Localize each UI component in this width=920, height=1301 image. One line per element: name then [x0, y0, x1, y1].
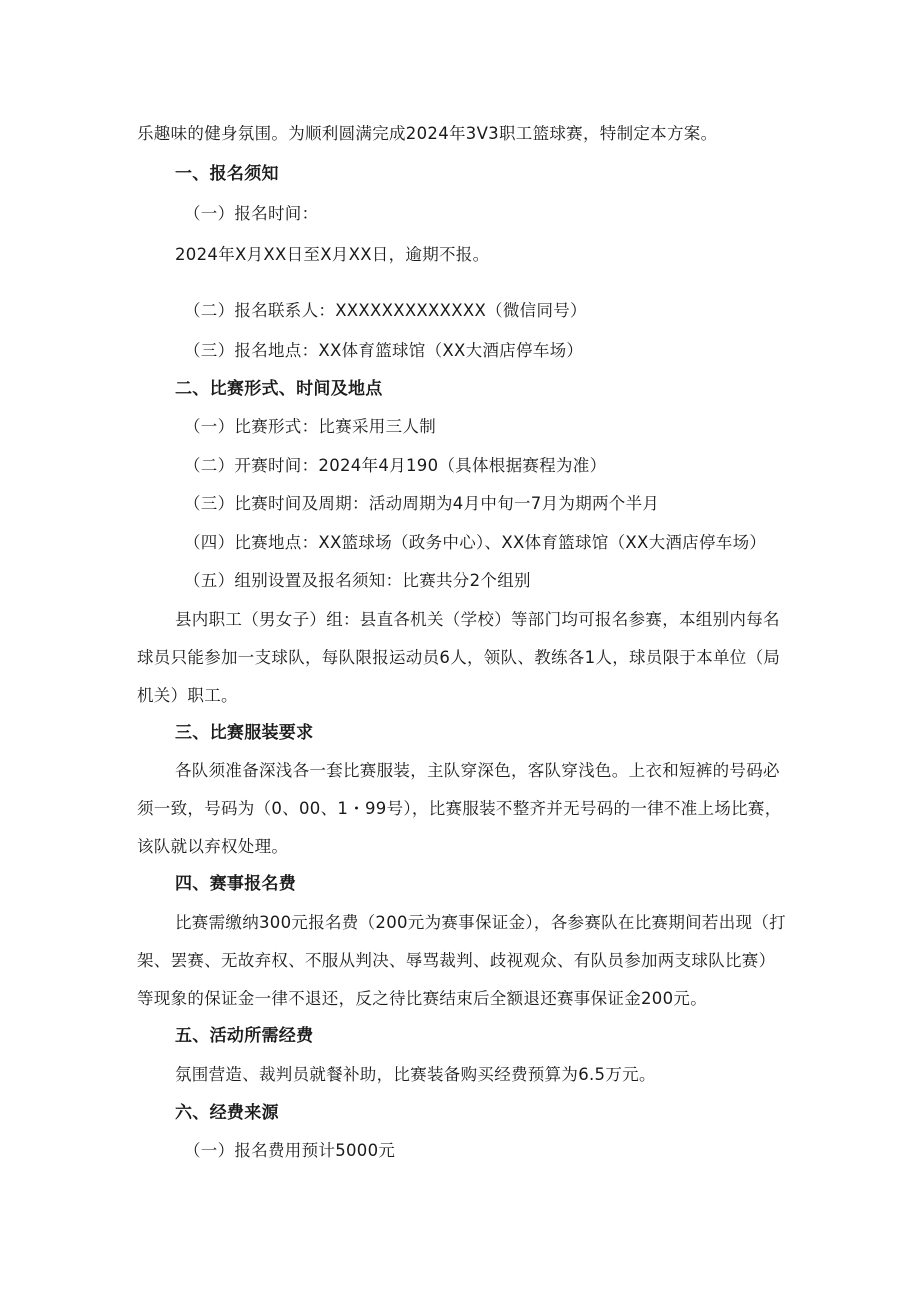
- budget-line: 氛围营造、裁判员就餐补助，比赛装备购买经费预算为6.5万元。: [175, 1065, 656, 1084]
- group-paragraph-line-2: 球员只能参加一支球队，每队限报运动员6人，领队、教练各1人，球员限于本单位（局: [137, 648, 781, 667]
- uniform-line-3: 该队就以弃权处理。: [137, 837, 289, 856]
- uniform-line-1: 各队须准备深浅各一套比赛服装，主队穿深色，客队穿浅色。上衣和短裤的号码必: [175, 761, 780, 780]
- registration-location: （三）报名地点：XX体育篮球馆（XX大酒店停车场）: [184, 341, 584, 360]
- group-paragraph-line-1: 县内职工（男女子）组：县直各机关（学校）等部门均可报名参赛，本组别内每名: [175, 610, 780, 629]
- funding-line-1: （一）报名费用预计5000元: [184, 1141, 396, 1160]
- format-line-3: （三）比赛时间及周期：活动周期为4月中旬一7月为期两个半月: [184, 494, 660, 513]
- registration-time-label: （一）报名时间：: [184, 204, 319, 223]
- format-line-1: （一）比赛形式：比赛采用三人制: [184, 417, 436, 436]
- section-heading-uniform: 三、比赛服装要求: [175, 723, 314, 743]
- section-heading-registration: 一、报名须知: [175, 164, 279, 184]
- section-heading-budget: 五、活动所需经费: [175, 1026, 314, 1046]
- fee-line-1: 比赛需缴纳300元报名费（200元为赛事保证金），各参赛队在比赛期间若出现（打: [175, 913, 786, 932]
- intro-continuation: 乐趣味的健身氛围。为顺利圆满完成2024年3V3职工篮球赛，特制定本方案。: [137, 124, 718, 143]
- fee-line-3: 等现象的保证金一律不退还，反之待比赛结束后全额退还赛事保证金200元。: [137, 989, 707, 1008]
- fee-line-2: 架、罢赛、无故弃权、不服从判决、辱骂裁判、歧视观众、有队员参加两支球队比赛）: [137, 951, 776, 970]
- format-line-5: （五）组别设置及报名须知：比赛共分2个组别: [184, 571, 531, 590]
- section-heading-format: 二、比赛形式、时间及地点: [175, 379, 383, 399]
- section-heading-funding: 六、经费来源: [175, 1103, 279, 1123]
- uniform-line-2: 须一致，号码为（0、00、1・99号），比赛服装不整齐并无号码的一律不准上场比赛，: [137, 799, 782, 818]
- format-line-4: （四）比赛地点：XX篮球场（政务中心）、XX体育篮球馆（XX大酒店停车场）: [184, 533, 767, 552]
- registration-contact: （二）报名联系人：XXXXXXXXXXXXX（微信同号）: [184, 301, 587, 320]
- registration-time-value: 2024年X月XX日至X月XX日，逾期不报。: [175, 245, 490, 264]
- group-paragraph-line-3: 机关）职工。: [137, 686, 238, 705]
- section-heading-fee: 四、赛事报名费: [175, 874, 297, 894]
- format-line-2: （二）开赛时间：2024年4月190（具体根据赛程为准）: [184, 456, 607, 475]
